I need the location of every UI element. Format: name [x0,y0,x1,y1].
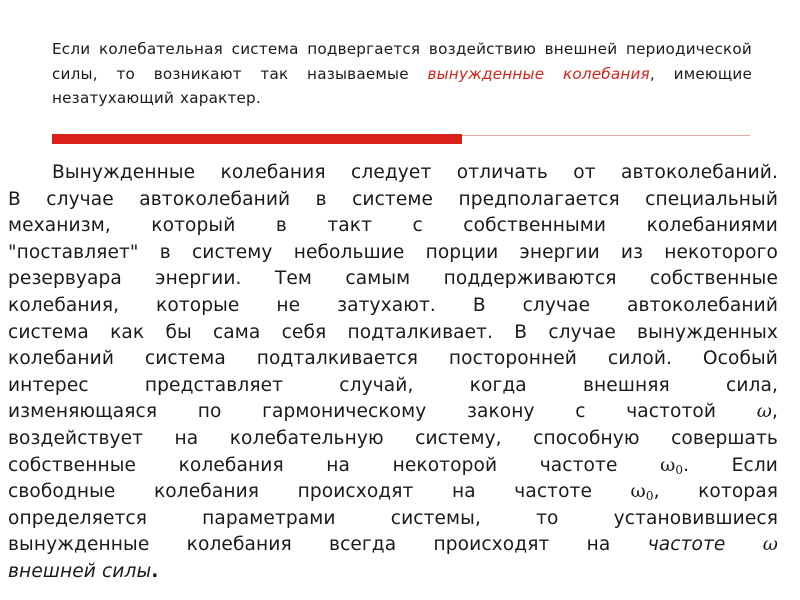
body-line: Вынужденные колебания следует отличать от автоколебаний. [52,162,778,183]
body-line: колебаний система подталкивается посторонней силой. Особый [8,348,778,370]
intro-paragraph [52,37,752,111]
omega-symbol: ω [756,401,772,423]
body-line [8,532,778,559]
body-line: воздействует на колебательную систему, способную совершать [8,427,778,449]
body-line: система как бы сама себя подталкивает. В случае вынужденных [8,321,778,343]
italic-external-force: внешней силы [8,560,152,582]
body-line [8,399,778,426]
body-line-text: вынужденные колебания всегда происходят на [8,534,611,556]
body-line-text: свободные колебания происходят на частоте [8,481,593,503]
omega0-symbol [631,481,654,502]
body-line-text: изменяющаяся по гармоническому закону с частотой [8,401,717,423]
body-line: резервуара энергии. Тем самым поддерживаются собственные [8,268,778,290]
italic-frequency: частоте [647,534,726,556]
body-line: "поставляет" в систему небольшие порции энергии из некоторого [8,241,778,263]
sentence-continuation: . Если [683,454,778,476]
sentence-continuation: , которая [653,481,778,503]
omega0-symbol [660,455,683,476]
final-period: . [151,560,159,582]
omega0-base: ω [630,481,646,503]
omega-symbol: ω [762,534,778,556]
body-line: определяется параметрами системы, то установившиеся [8,507,778,529]
body-line [8,559,778,586]
omega0-subscript: 0 [645,489,654,504]
body-line: В случае автоколебаний в системе предполагается специальный [8,188,778,210]
intro-text-before: Если колебательная система подвергается воздействию внешней периодической силы, то возникают так называемые [52,40,752,83]
divider-accent-bar [52,134,462,144]
body-line [8,453,778,480]
intro-highlight-forced-oscillations: вынужденные колебания [427,64,650,83]
omega0-base: ω [660,454,676,476]
intro-text-after: , имеющие незатухающий характер. [52,64,752,107]
punctuation: , [771,401,778,423]
body-line: колебания, которые не затухают. В случае автоколебаний [8,294,778,316]
omega0-subscript: 0 [675,462,684,477]
body-paragraph [8,160,778,586]
body-line: механизм, который в такт с собственными колебаниями [8,215,778,237]
body-line: интерес представляет случай, когда внешняя сила, [8,374,778,396]
body-line-text: собственные колебания на некоторой частоте [8,454,618,476]
body-line [8,479,778,506]
